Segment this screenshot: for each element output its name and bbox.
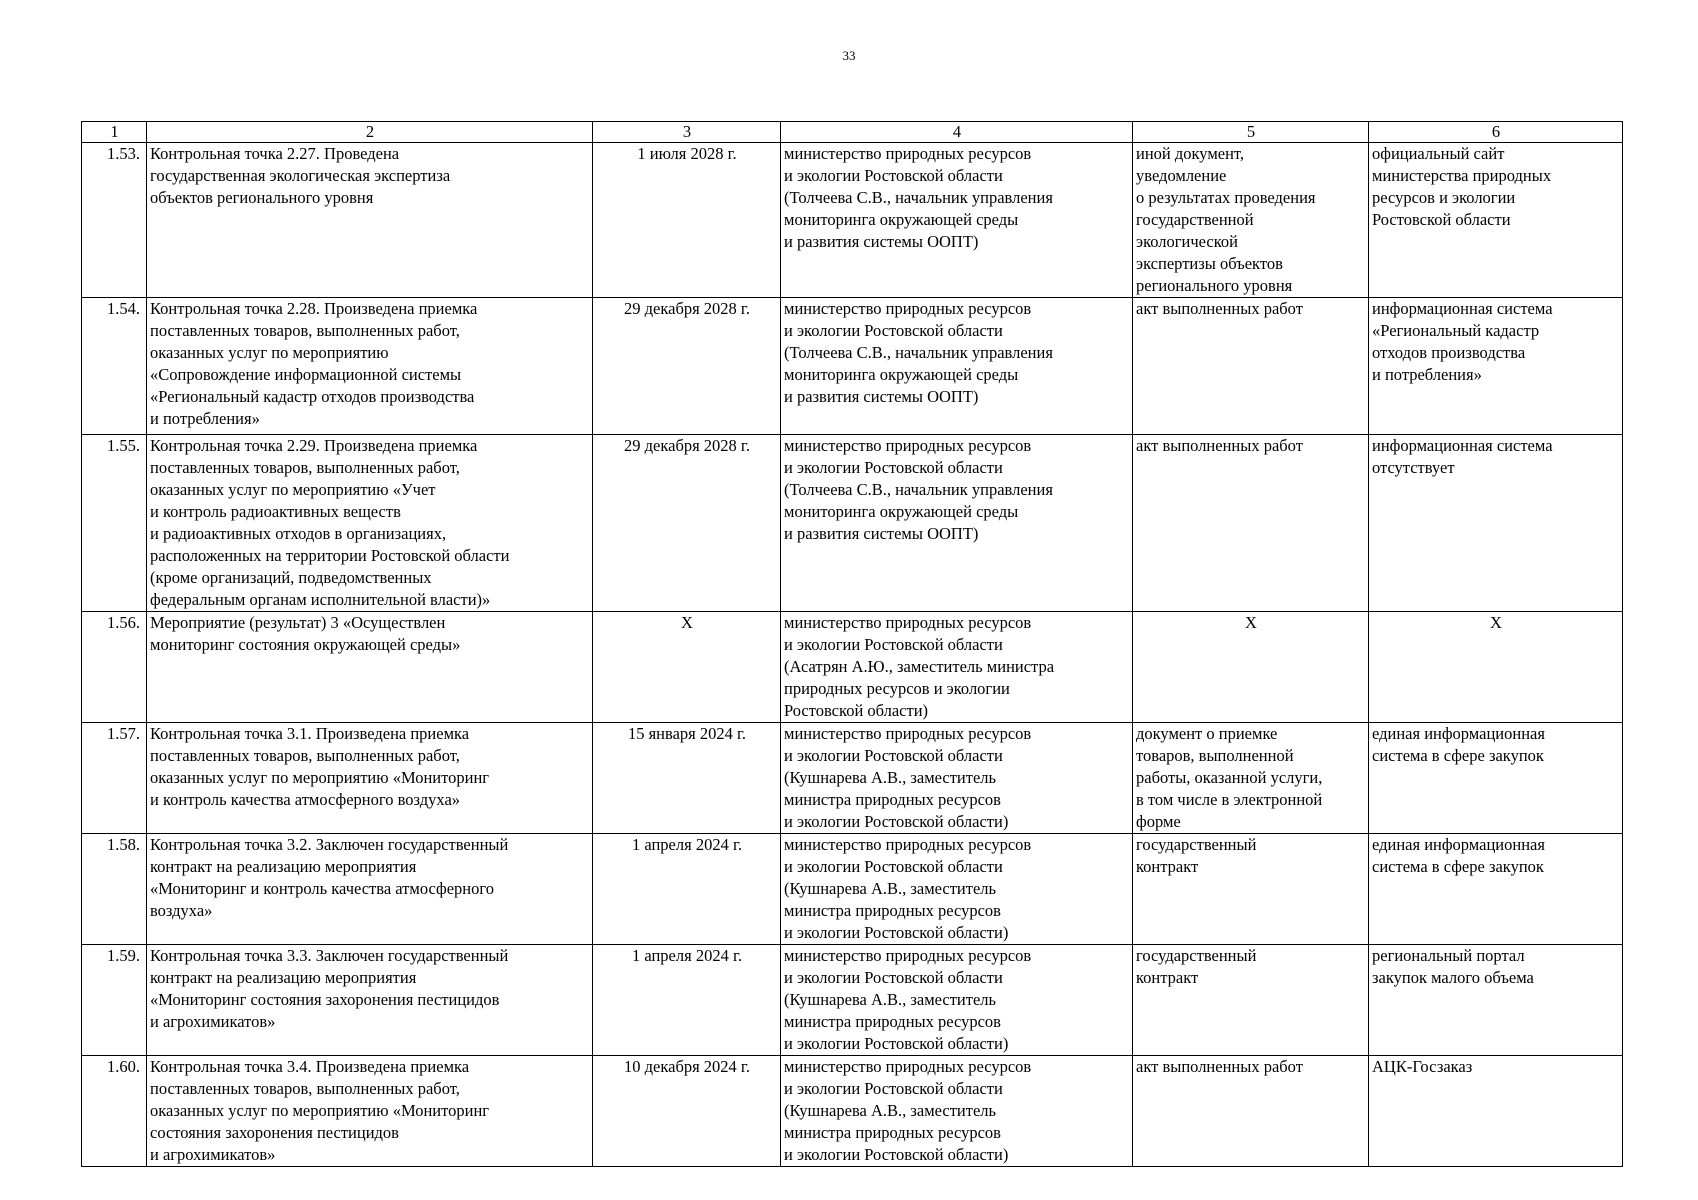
row-description: Контрольная точка 3.1. Произведена приемка поставленных товаров, выполненных работ, оказанных услуг по мероприятию «Мониторинг и контроль качества атмосферного воздуха» [147,723,593,834]
table-row [82,723,1623,834]
row-system: информационная система «Региональный кадастр отходов производства и потребления» [1369,298,1623,435]
column-header: 6 [1369,122,1623,143]
row-document: иной документ, уведомление о результатах проведения государственной экологической экспертизы объектов регионального уровня [1133,143,1369,298]
row-document: государственный контракт [1133,945,1369,1056]
row-responsible: министерство природных ресурсов и экологии Ростовской области (Толчеева С.В., начальник управления мониторинга окружающей среды и развития системы ООПТ) [781,143,1133,298]
row-document: акт выполненных работ [1133,1056,1369,1167]
row-document: акт выполненных работ [1133,298,1369,435]
row-date: 1 апреля 2024 г. [593,834,781,945]
row-date: 1 июля 2028 г. [593,143,781,298]
row-system: официальный сайт министерства природных ресурсов и экологии Ростовской области [1369,143,1623,298]
row-number: 1.55. [82,435,147,612]
row-number: 1.54. [82,298,147,435]
row-number: 1.56. [82,612,147,723]
column-header: 3 [593,122,781,143]
table-header-row [82,122,1623,143]
row-document: акт выполненных работ [1133,435,1369,612]
row-description: Мероприятие (результат) 3 «Осуществлен мониторинг состояния окружающей среды» [147,612,593,723]
row-document: государственный контракт [1133,834,1369,945]
row-number: 1.57. [82,723,147,834]
row-responsible: министерство природных ресурсов и экологии Ростовской области (Толчеева С.В., начальник управления мониторинга окружающей среды и развития системы ООПТ) [781,298,1133,435]
row-date: 29 декабря 2028 г. [593,435,781,612]
column-header: 2 [147,122,593,143]
table-row [82,1056,1623,1167]
control-points-table [81,121,1623,1167]
row-description: Контрольная точка 3.3. Заключен государственный контракт на реализацию мероприятия «Мониторинг состояния захоронения пестицидов и агрохимикатов» [147,945,593,1056]
column-header: 5 [1133,122,1369,143]
row-document: документ о приемке товаров, выполненной работы, оказанной услуги, в том числе в электронной форме [1133,723,1369,834]
column-header: 1 [82,122,147,143]
row-number: 1.53. [82,143,147,298]
row-responsible: министерство природных ресурсов и экологии Ростовской области (Асатрян А.Ю., заместитель министра природных ресурсов и экологии Ростовской области) [781,612,1133,723]
table-row [82,834,1623,945]
page-number: 33 [842,48,856,63]
row-responsible: министерство природных ресурсов и экологии Ростовской области (Кушнарева А.В., заместитель министра природных ресурсов и экологии Ростовской области) [781,1056,1133,1167]
row-system: единая информационная система в сфере закупок [1369,723,1623,834]
row-description: Контрольная точка 3.2. Заключен государственный контракт на реализацию мероприятия «Мониторинг и контроль качества атмосферного воздуха» [147,834,593,945]
row-number: 1.59. [82,945,147,1056]
row-system: X [1369,612,1623,723]
row-description: Контрольная точка 3.4. Произведена приемка поставленных товаров, выполненных работ, оказанных услуг по мероприятию «Мониторинг состояния захоронения пестицидов и агрохимикатов» [147,1056,593,1167]
row-date: X [593,612,781,723]
row-system: единая информационная система в сфере закупок [1369,834,1623,945]
row-description: Контрольная точка 2.28. Произведена приемка поставленных товаров, выполненных работ, оказанных услуг по мероприятию «Сопровождение информационной системы «Региональный кадастр отходов производства и потребления» [147,298,593,435]
row-description: Контрольная точка 2.29. Произведена приемка поставленных товаров, выполненных работ, оказанных услуг по мероприятию «Учет и контроль радиоактивных веществ и радиоактивных отходов в организациях, расположенных на территории Ростовской области (кроме организаций, подведомственных федеральным органам исполнительной власти)» [147,435,593,612]
row-date: 29 декабря 2028 г. [593,298,781,435]
row-number: 1.58. [82,834,147,945]
row-responsible: министерство природных ресурсов и экологии Ростовской области (Толчеева С.В., начальник управления мониторинга окружающей среды и развития системы ООПТ) [781,435,1133,612]
row-system: АЦК-Госзаказ [1369,1056,1623,1167]
table-row [82,143,1623,298]
table-row [82,435,1623,612]
row-system: региональный портал закупок малого объема [1369,945,1623,1056]
row-date: 1 апреля 2024 г. [593,945,781,1056]
row-responsible: министерство природных ресурсов и экологии Ростовской области (Кушнарева А.В., заместитель министра природных ресурсов и экологии Ростовской области) [781,723,1133,834]
row-description: Контрольная точка 2.27. Проведена государственная экологическая экспертиза объектов регионального уровня [147,143,593,298]
row-number: 1.60. [82,1056,147,1167]
column-header: 4 [781,122,1133,143]
row-system: информационная система отсутствует [1369,435,1623,612]
table-row [82,298,1623,435]
row-date: 10 декабря 2024 г. [593,1056,781,1167]
table-row [82,612,1623,723]
row-document: X [1133,612,1369,723]
row-responsible: министерство природных ресурсов и экологии Ростовской области (Кушнарева А.В., заместитель министра природных ресурсов и экологии Ростовской области) [781,945,1133,1056]
table-row [82,945,1623,1056]
row-responsible: министерство природных ресурсов и экологии Ростовской области (Кушнарева А.В., заместитель министра природных ресурсов и экологии Ростовской области) [781,834,1133,945]
row-date: 15 января 2024 г. [593,723,781,834]
